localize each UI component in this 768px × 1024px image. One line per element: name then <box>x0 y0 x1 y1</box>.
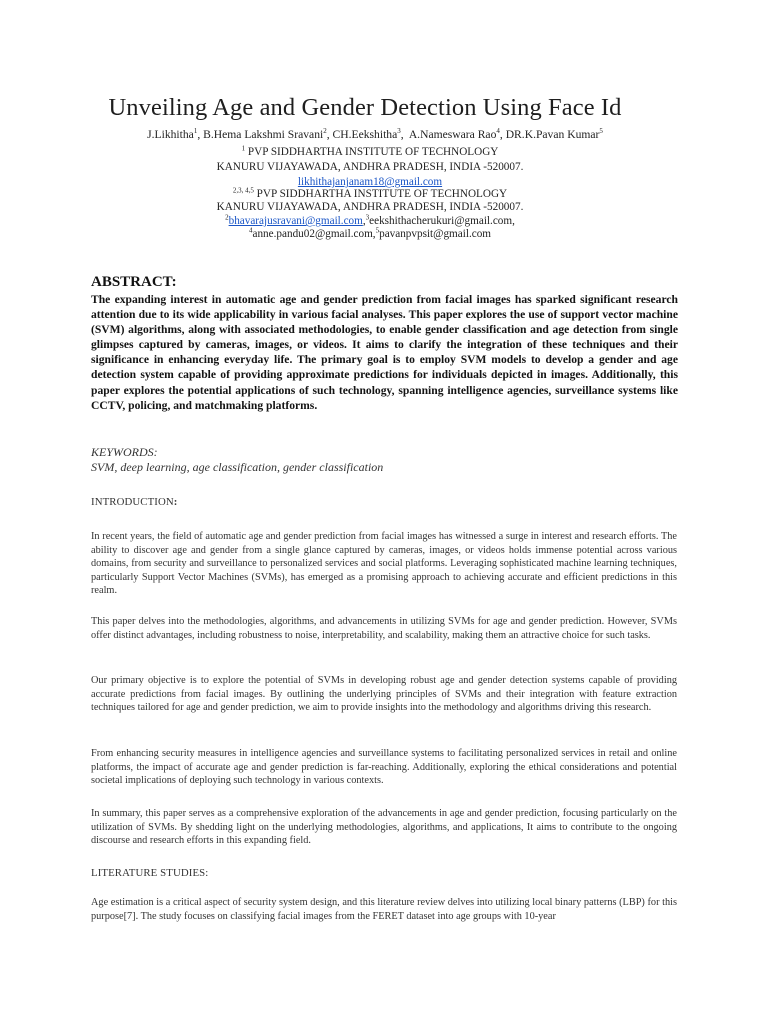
paper-title <box>0 94 730 122</box>
literature-heading: LITERATURE STUDIES: <box>91 867 209 879</box>
affiliation-1-email-line <box>0 176 740 188</box>
paper-title-text: Unveiling Age and Gender Detection Using Face Id <box>108 94 622 121</box>
abstract-heading: ABSTRACT: <box>91 274 177 290</box>
email-5-text: pavanpvpsit@gmail.com <box>379 228 491 240</box>
intro-paragraph-2: This paper delves into the methodologies, algorithms, and advancements in utilizing SVMs for age and gender prediction. However, SVMs offer distinct advantages, including robustness to noise, interpretability, and scalability, making them an attractive choice for such tasks. <box>91 616 677 641</box>
author-1-sup: 1 <box>193 127 198 136</box>
author-3-sup: 3 <box>397 127 401 136</box>
author-2-sup: 2 <box>323 127 327 136</box>
email-4-text: anne.pandu02@gmail.com, <box>252 228 376 240</box>
author-4: A.Nameswara Rao <box>408 128 497 141</box>
affiliation-1-institute <box>0 146 740 158</box>
author-2: B.Hema Lakshmi Sravani <box>203 128 324 141</box>
introduction-heading-text: INTRODUCTION <box>91 496 174 508</box>
author-5: DR.K.Pavan Kumar <box>505 128 600 141</box>
intro-paragraph-4: From enhancing security measures in intelligence agencies and surveillance systems to facilitating personalized services in retail and online platforms, the impact of accurate age and gender prediction is far-reaching. Additionally, exploring the ethical considerations and potential societal implications of deploying such technology in various contexts. <box>91 748 677 787</box>
introduction-heading <box>91 496 177 508</box>
email-3-text: eekshithacherukuri@gmail.com, <box>369 215 515 227</box>
affiliation-2-sup: 2,3, 4,5 <box>232 186 254 195</box>
email-5-sup: 5 <box>375 226 380 235</box>
intro-paragraph-3: Our primary objective is to explore the potential of SVMs in developing robust age and gender detection systems capable of providing accurate predictions from facial images. By outlining the underlying principles of SVMs and their integration with feature extraction techniques tailored for age and gender prediction, we aim to provide insights into the methodology and algorithms driving this research. <box>91 675 677 714</box>
literature-paragraph-1: Age estimation is a critical aspect of security system design, and this literature review delves into utilizing local binary patterns (LBP) for this purpose[7]. The study focuses on classifying facial images from the FERET dataset into age groups with 10-year <box>91 897 677 922</box>
keywords-body: SVM, deep learning, age classification, gender classification <box>91 460 384 474</box>
affiliation-1-address: KANURU VIJAYAWADA, ANDHRA PRADESH, INDIA -520007. <box>216 161 524 173</box>
intro-paragraph-1: In recent years, the field of automatic age and gender prediction from facial images has witnessed a surge in interest and research efforts. The ability to discover age and gender from a single glance captured by cameras, images, or videos holds immense potential across various domains, from security and surveillance to personalized services and social platforms. Leveraging sophisticated machine learning techniques, particularly Support Vector Machines (SVMs), has emerged as a promising approach to achieving accurate and efficient predictions in this realm. <box>91 531 677 597</box>
affiliation-2-address: KANURU VIJAYAWADA, ANDHRA PRADESH, INDIA -520007. <box>216 201 524 213</box>
email-2-sup: 2 <box>225 213 229 222</box>
affiliation-1-email-link[interactable]: likhithajanjanam18@gmail.com <box>297 176 443 188</box>
affiliation-2-institute <box>0 188 740 200</box>
email-3-sup: 3 <box>365 213 370 222</box>
email-4-sup: 4 <box>249 226 253 235</box>
keywords-heading: KEYWORDS: <box>91 445 158 459</box>
email-2-link[interactable]: bhavarajusravani@gmail.com <box>228 215 363 227</box>
affiliation-1-institute-text: PVP SIDDHARTHA INSTITUTE OF TECHNOLOGY <box>247 146 499 158</box>
affiliation-2-institute-text: PVP SIDDHARTHA INSTITUTE OF TECHNOLOGY <box>256 188 508 200</box>
introduction-heading-colon: : <box>173 496 178 508</box>
abstract-body: The expanding interest in automatic age and gender prediction from facial images has sparked significant research attention due to its wide applicability in various facial analyses. This paper explores the use of support vector machine (SVM) algorithms, along with associated methodologies, to enable gender classification and age detection from single glimpses captured by cameras, images, or videos. It aims to clarify the integration of these techniques and their significance in enhancing everyday life. The primary goal is to employ SVM models to develop a gender and age detection system capable of providing approximate predictions for individuals depicted in images. Additionally, this paper explores the potential applications of such technology, spanning intelligence agencies, surveillance systems like CCTV, policing, and matchmaking platforms. <box>91 293 678 412</box>
author-list: J.Likhitha$^1$, B.Hema Lakshmi Sravani$^2$, CH.Eekshitha$^3$, A.Nameswara Rao$^4$, DR.K.Pavan Kumar$^5$ <box>147 127 603 141</box>
intro-paragraph-5: In summary, this paper serves as a comprehensive exploration of the advancements in age and gender prediction, focusing particularly on the utilization of SVMs. By shedding light on the underlying methodologies, algorithms, and applications, It aims to contribute to the ongoing discourse and research efforts in this expanding field. <box>91 808 677 847</box>
affiliation-2-email-line-1: $^2$bhavarajusravani@gmail.com,$^3$eekshithacherukuri@gmail.com, <box>225 213 515 227</box>
author-1: J.Likhitha <box>147 128 194 141</box>
affiliation-2-email-line-2 <box>0 228 740 240</box>
author-4-sup: 4 <box>496 127 500 136</box>
author-3: CH.Eekshitha <box>332 128 398 141</box>
author-5-sup: 5 <box>599 127 603 136</box>
affiliation-1-sup: 1 <box>241 144 246 153</box>
